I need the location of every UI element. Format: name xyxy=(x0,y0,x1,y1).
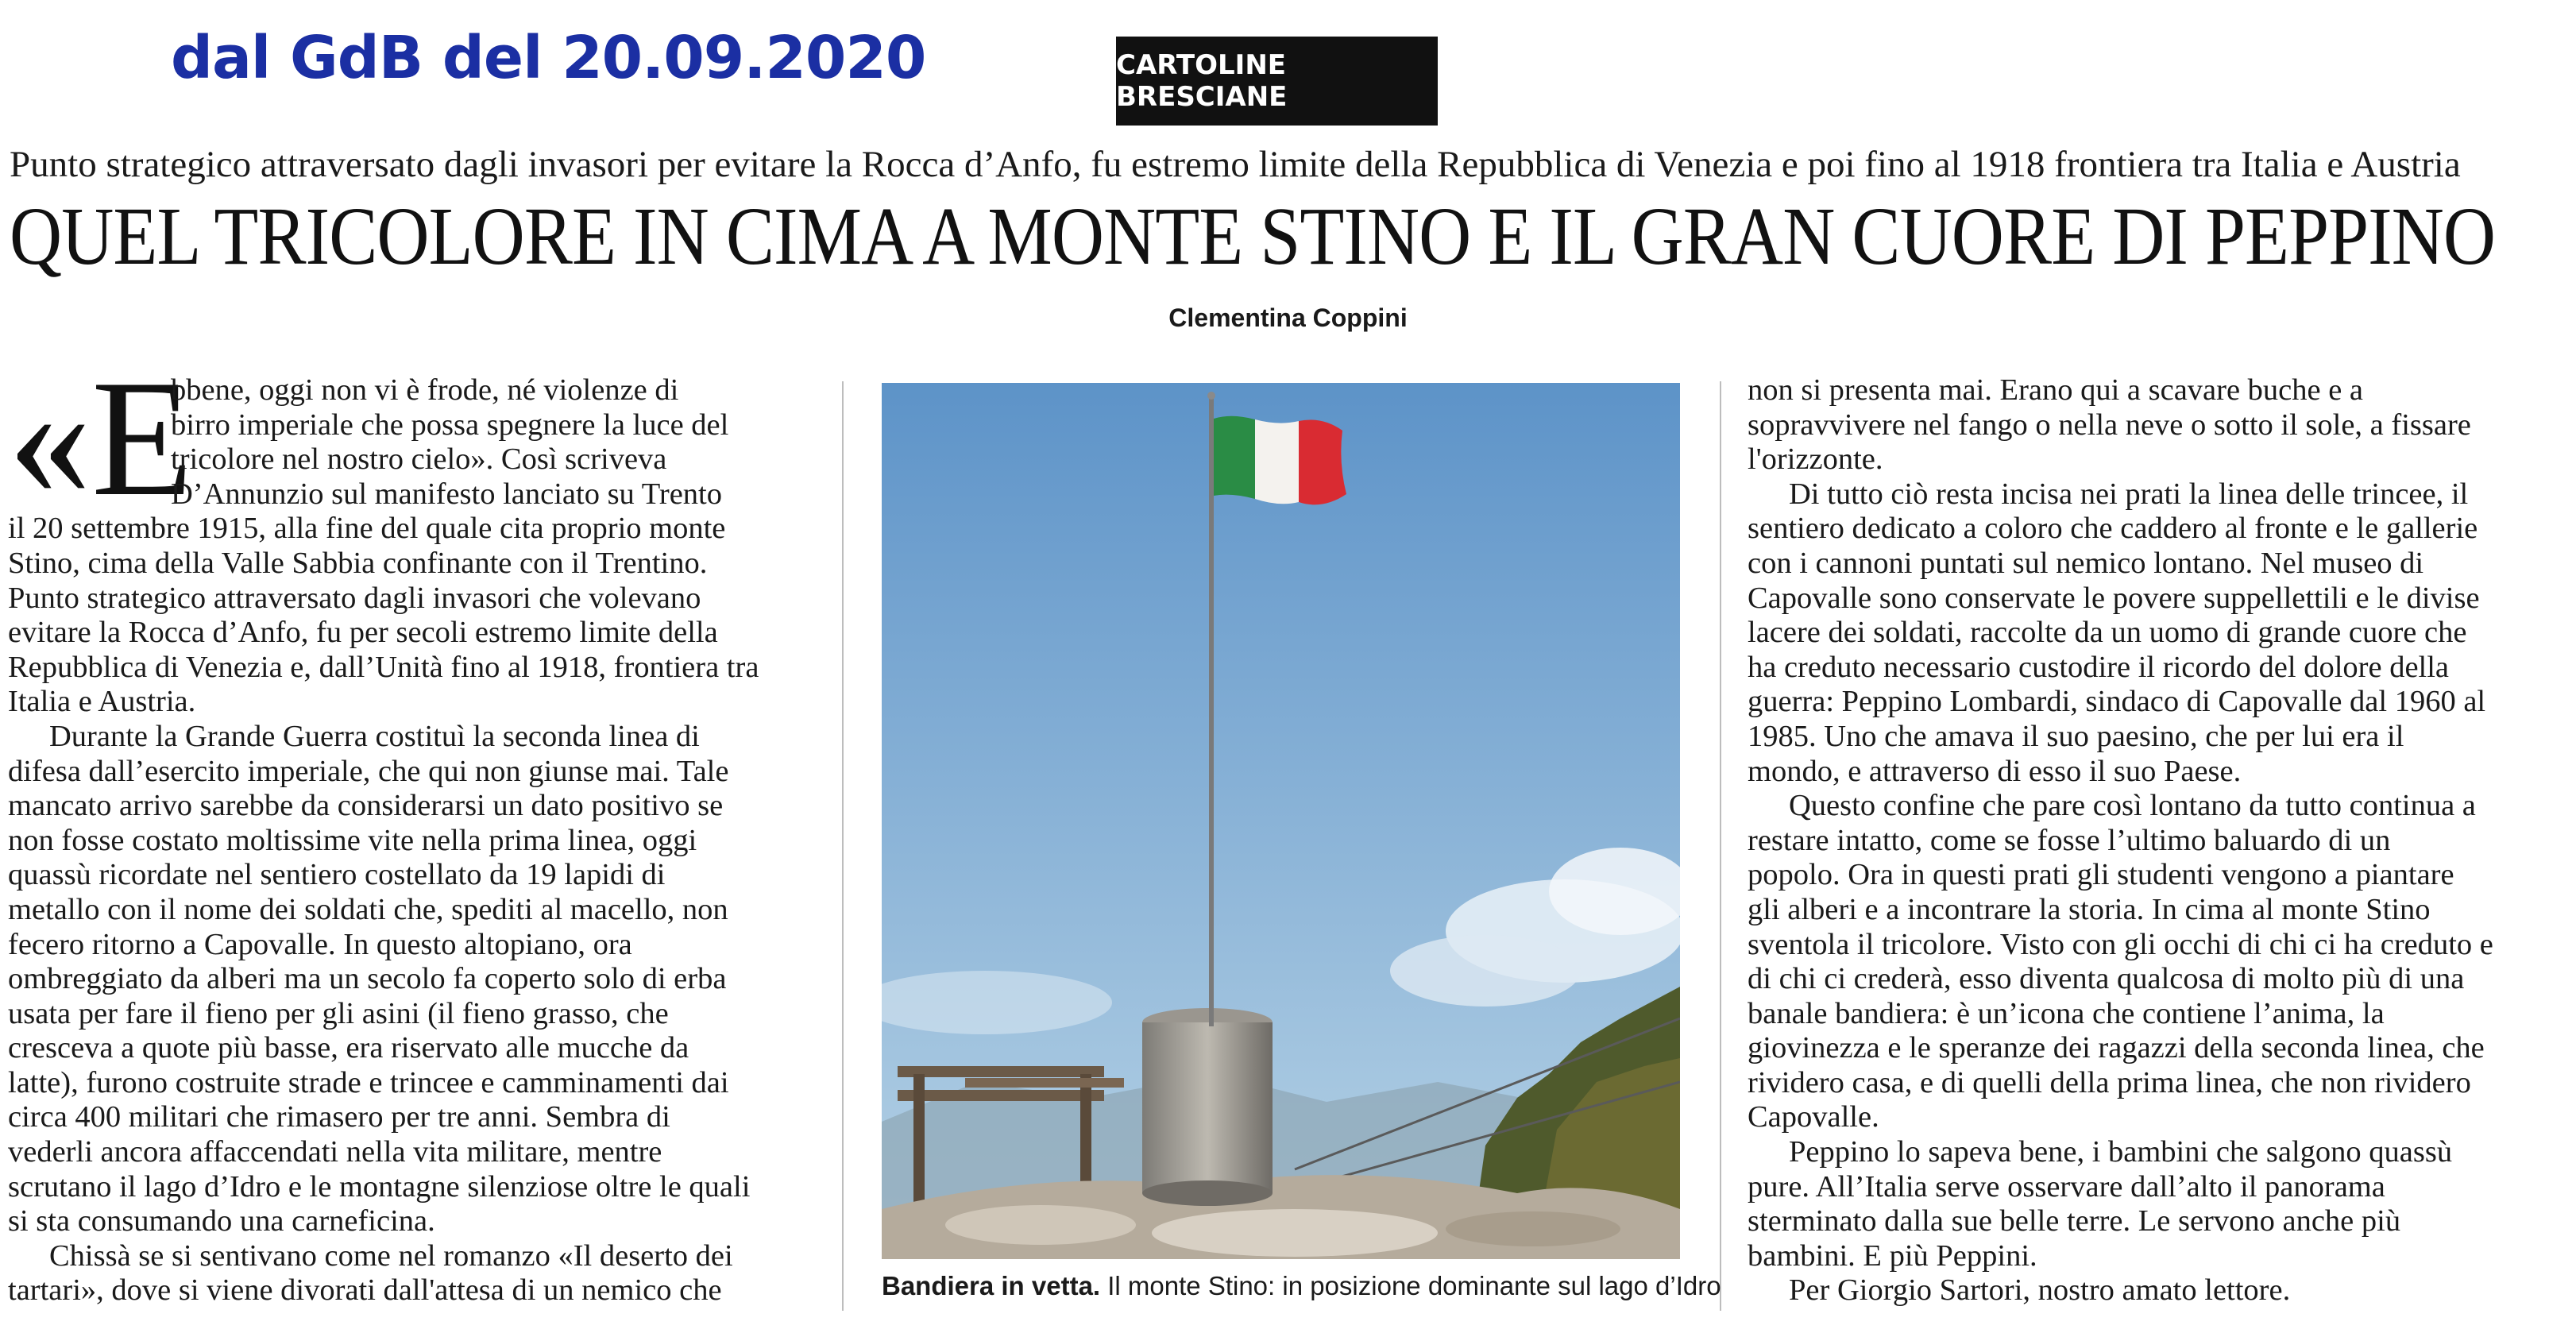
text-line: gli alberi e a incontrare la storia. In cima al monte Stino xyxy=(1748,892,2431,926)
text-line: Peppino lo sapeva bene, i bambini che salgono quassù xyxy=(1789,1135,2453,1169)
text-line: Durante la Grande Guerra costituì la seconda linea di xyxy=(49,719,700,753)
text-line: vederli ancora affaccendati nella vita militare, mentre xyxy=(8,1135,662,1169)
text-line: ha creduto necessario custodire il ricordo del dolore della xyxy=(1748,650,2450,684)
text-line: rividero casa, e di quelli della prima linea, che non rividero xyxy=(1748,1065,2471,1099)
text-line: non si presenta mai. Erano qui a scavare buche e a xyxy=(1748,373,2364,407)
text-line: bambini. E più Peppini. xyxy=(1748,1238,2037,1273)
column-divider xyxy=(1720,381,1721,1311)
text-line: cresceva a quote più basse, era riservato alle mucche da xyxy=(8,1031,689,1065)
text-line: il 20 settembre 1915, alla fine del quale cita proprio monte xyxy=(8,512,726,546)
text-line: Capovalle. xyxy=(1748,1100,1879,1134)
text-line: circa 400 militari che rimasero per tre anni. Sembra di xyxy=(8,1100,670,1134)
source-label: dal GdB del 20.09.2020 xyxy=(171,24,926,92)
article-column-right xyxy=(1748,373,2558,1308)
text-line: sopravvivere nel fango o nella neve o sotto il sole, a fissare xyxy=(1748,408,2471,442)
text-line: scrutano il lago d’Idro e le montagne silenziose oltre le quali xyxy=(8,1169,751,1204)
text-line: Stino, cima della Valle Sabbia confinante con il Trentino. xyxy=(8,546,708,580)
text-line: con i cannoni puntati sul nemico lontano. Nel museo di xyxy=(1748,546,2424,580)
text-line: latte), furono costruite strade e trincee e camminamenti dai xyxy=(8,1065,729,1099)
text-line: banale bandiera: è un’icona che contiene l’anima, la xyxy=(1748,996,2385,1030)
article-column-left xyxy=(8,373,806,1308)
text-line: D’Annunzio sul manifesto lanciato su Trento xyxy=(171,477,722,511)
text-line: birro imperiale che possa spegnere la luce del xyxy=(171,408,729,442)
text-line: sventola il tricolore. Visto con gli occhi di chi ci ha creduto e xyxy=(1748,927,2493,961)
text-line: usata per fare il fieno per gli asini (il fieno grasso, che xyxy=(8,996,669,1030)
text-line: quassù ricordate nel sentiero costellato da 19 lapidi di xyxy=(8,858,666,892)
text-line: metallo con il nome dei soldati che, spediti al macello, non xyxy=(8,892,728,926)
article-byline: Clementina Coppini xyxy=(1168,303,1408,332)
text-line: 1985. Uno che amava il suo paesino, che per lui era il xyxy=(1748,719,2404,753)
caption-title: Bandiera in vetta. xyxy=(882,1271,1101,1300)
text-line: Di tutto ciò resta incisa nei prati la linea delle trincee, il xyxy=(1789,477,2469,511)
text-line: non fosse costato moltissime vite nella prima linea, oggi xyxy=(8,823,697,857)
text-line: sterminato dalla sue belle terre. Le servono anche più xyxy=(1748,1204,2401,1238)
article-headline: QUEL TRICOLORE IN CIMA A MONTE STINO E IL GRAN CUORE DI PEPPINO xyxy=(10,191,2496,282)
text-line: Repubblica di Venezia e, dall’Unità fino al 1918, frontiera tra xyxy=(8,650,759,684)
text-line: Chissà se si sentivano come nel romanzo «Il deserto dei xyxy=(49,1238,733,1273)
text-line: di chi ci crederà, esso diventa qualcosa di molto più di una xyxy=(1748,962,2465,996)
text-line: Punto strategico attraversato dagli invasori che volevano xyxy=(8,581,701,615)
text-line: Per Giorgio Sartori, nostro amato lettore. xyxy=(1789,1273,2291,1308)
text-line: pure. All’Italia serve osservare dall’alto il panorama xyxy=(1748,1169,2385,1204)
text-line: Questo confine che pare così lontano da tutto continua a xyxy=(1789,789,2476,823)
article-kicker: Punto strategico attraversato dagli invasori per evitare la Rocca d’Anfo, fu estremo limite della Repubblica di Venezia e poi fino al 1918 frontiera tra Italia e Austria xyxy=(10,144,2461,185)
article-photo xyxy=(882,383,1680,1259)
text-line: guerra: Peppino Lombardi, sindaco di Capovalle dal 1960 al xyxy=(1748,685,2486,719)
text-line: popolo. Ora in questi prati gli studenti vengono a piantare xyxy=(1748,858,2454,892)
text-line: mancato arrivo sarebbe da considerarsi un dato positivo se xyxy=(8,789,724,823)
section-tag: CARTOLINE BRESCIANE xyxy=(1116,37,1438,126)
text-line: Italia e Austria. xyxy=(8,685,196,719)
text-line: evitare la Rocca d’Anfo, fu per secoli estremo limite della xyxy=(8,616,718,650)
caption-text: Il monte Stino: in posizione dominante sul lago d’Idro xyxy=(1100,1271,1721,1300)
photo-caption xyxy=(882,1271,1721,1301)
text-line: fecero ritorno a Capovalle. In questo altopiano, ora xyxy=(8,927,632,961)
drop-cap: «E xyxy=(8,346,194,531)
text-line: tricolore nel nostro cielo». Così scriveva xyxy=(171,442,667,477)
text-line: Capovalle sono conservate le povere suppellettili e le divise xyxy=(1748,581,2480,615)
text-line: si sta consumando una carneficina. xyxy=(8,1204,435,1238)
text-line: tartari», dove si viene divorati dall'attesa di un nemico che xyxy=(8,1273,722,1308)
text-line: ombreggiato da alberi ma un secolo fa coperto solo di erba xyxy=(8,962,727,996)
text-line: restare intatto, come se fosse l’ultimo baluardo di un xyxy=(1748,823,2391,857)
column-divider xyxy=(842,381,844,1311)
text-line: giovinezza e le speranze dei ragazzi della seconda linea, che xyxy=(1748,1031,2485,1065)
text-line: bbene, oggi non vi è frode, né violenze di xyxy=(171,373,679,407)
text-line: mondo, e attraverso di esso il suo Paese. xyxy=(1748,754,2242,788)
text-line: sentiero dedicato a coloro che caddero al fronte e le gallerie xyxy=(1748,512,2478,546)
text-line: difesa dall’esercito imperiale, che qui non giunse mai. Tale xyxy=(8,754,729,788)
text-line: l'orizzonte. xyxy=(1748,442,1883,477)
text-line: lacere dei soldati, raccolte da un uomo di grande cuore che xyxy=(1748,616,2467,650)
